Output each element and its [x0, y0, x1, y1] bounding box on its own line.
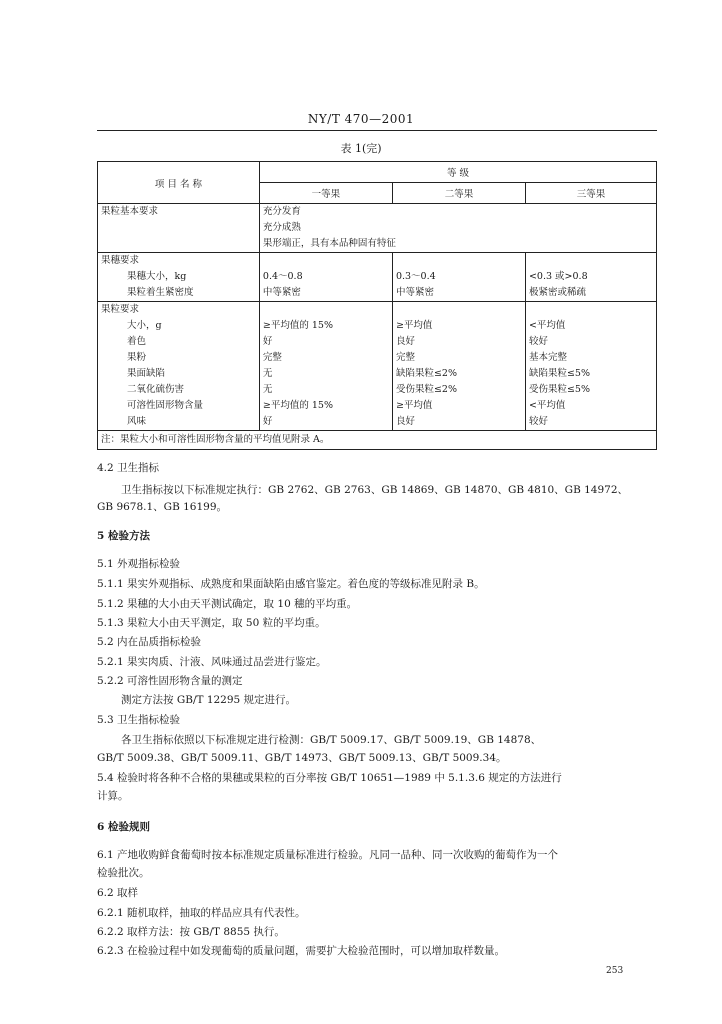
- berry-v-3-3: 基本完整: [528, 352, 567, 363]
- section-5-heading: 5 检验方法: [97, 530, 150, 542]
- para-6-2-3: 6.2.3 在检验过程中如发现葡萄的质量问题，需要扩大检验范围时，可以增加取样数量。: [97, 945, 506, 957]
- para-6-1-line2: 检验批次。: [97, 867, 150, 879]
- para-6-2-1: 6.2.1 随机取样，抽取的样品应具有代表性。: [97, 907, 306, 919]
- para-5-4-line1: 5.4 检验时将各种不合格的果穗或果粒的百分率按 GB/T 10651—1989 中 5.1.3.6 规定的方法进行: [97, 772, 562, 784]
- para-5-2-2-method: 测定方法按 GB/T 12295 规定进行。: [121, 694, 297, 706]
- section-basic-label-cell: [98, 204, 260, 253]
- berry-row-label-4: 果面缺陷: [127, 368, 166, 379]
- berry-v-7-1: 好: [262, 416, 273, 427]
- table-caption: 表 1(完): [340, 142, 382, 155]
- berry-grade3-cell: [525, 302, 656, 431]
- grading-table: [97, 161, 657, 450]
- item-name-header: 项 目 名 称: [98, 162, 260, 204]
- berry-v-3-1: 完整: [262, 352, 282, 363]
- berry-grade2-cell: [392, 302, 525, 431]
- berry-v-7-3: 较好: [528, 416, 548, 427]
- berry-v-6-1: ≥平均值的 15%: [262, 400, 334, 411]
- berry-v-5-3: 受伤果粒≤5%: [528, 384, 590, 395]
- section-5-2-heading: 5.2 内在品质指标检验: [97, 636, 202, 648]
- cluster-density-grade1: 中等紧密: [262, 287, 301, 298]
- basic-req-2: 充分成熟: [262, 222, 301, 233]
- berry-v-1-3: <平均值: [528, 320, 566, 331]
- berry-v-2-3: 较好: [528, 336, 548, 347]
- section-6-heading: 6 检验规则: [97, 821, 150, 833]
- berry-v-2-2: 良好: [395, 336, 415, 347]
- berry-v-1-2: ≥平均值: [395, 320, 433, 331]
- berry-row-label-6: 可溶性固形物含量: [127, 400, 204, 411]
- cluster-size-grade2: 0.3～0.4: [395, 271, 436, 282]
- para-5-2-1: 5.2.1 果实肉质、汁液、风味通过品尝进行鉴定。: [97, 656, 327, 668]
- grade-header-1: 一等果: [259, 183, 392, 204]
- section-title-cluster: 果穗要求: [101, 255, 140, 266]
- section-berry-label-cell: [98, 302, 260, 431]
- para-5-1-2: 5.1.2 果穗的大小由天平测试确定，取 10 穗的平均重。: [97, 598, 358, 610]
- cluster-grade2-cell: [392, 253, 525, 302]
- berry-v-4-2: 缺陷果粒≤2%: [395, 368, 457, 379]
- berry-row-label-3: 果粉: [127, 352, 147, 363]
- cluster-row-label-1: 果穗大小，kg: [127, 271, 187, 282]
- berry-row-label-2: 着色: [127, 336, 147, 347]
- para-5-3-line1: 各卫生指标依照以下标准规定进行检测：GB/T 5009.17、GB/T 5009.19、GB 14878、: [121, 734, 542, 746]
- grade-header-3: 三等果: [525, 183, 656, 204]
- cluster-size-grade1: 0.4～0.8: [262, 271, 303, 282]
- para-5-3-line2: GB/T 5009.38、GB/T 5009.11、GB/T 14973、GB/T 5009.13、GB/T 5009.34。: [97, 752, 507, 764]
- grade-group-header: 等 级: [259, 162, 656, 183]
- para-5-4-line2: 计算。: [97, 790, 129, 802]
- berry-v-4-1: 无: [262, 368, 273, 379]
- cluster-density-grade2: 中等紧密: [395, 287, 434, 298]
- table-note: 注：果粒大小和可溶性固形物含量的平均值见附录 A。: [98, 431, 657, 450]
- section-title-berry: 果粒要求: [101, 304, 140, 315]
- para-4-2-line1: 卫生指标按以下标准规定执行：GB 2762、GB 2763、GB 14869、GB 14870、GB 4810、GB 14972、: [121, 484, 629, 496]
- section-6-2-heading: 6.2 取样: [97, 887, 139, 899]
- cluster-grade3-cell: [525, 253, 656, 302]
- section-4-2-heading: 4.2 卫生指标: [97, 462, 160, 474]
- document-code-header: NY/T 470—2001: [307, 112, 415, 126]
- berry-v-2-1: 好: [262, 336, 273, 347]
- berry-v-6-3: <平均值: [528, 400, 566, 411]
- para-6-2-2: 6.2.2 取样方法：按 GB/T 8855 执行。: [97, 926, 285, 938]
- berry-row-label-5: 二氧化硫伤害: [127, 384, 185, 395]
- cluster-size-grade3: <0.3 或>0.8: [528, 271, 588, 282]
- berry-v-7-2: 良好: [395, 416, 415, 427]
- berry-grade1-cell: [259, 302, 392, 431]
- section-cluster-label-cell: [98, 253, 260, 302]
- berry-v-6-2: ≥平均值: [395, 400, 433, 411]
- para-5-2-2: 5.2.2 可溶性固形物含量的测定: [97, 675, 243, 687]
- header-rule: [97, 130, 657, 131]
- berry-v-3-2: 完整: [395, 352, 415, 363]
- berry-v-4-3: 缺陷果粒≤5%: [528, 368, 590, 379]
- grade-header-2: 二等果: [392, 183, 525, 204]
- section-5-3-heading: 5.3 卫生指标检验: [97, 714, 181, 726]
- berry-v-1-1: ≥平均值的 15%: [262, 320, 334, 331]
- cluster-density-grade3: 极紧密或稀疏: [528, 287, 586, 298]
- para-4-2-line2: GB 9678.1、GB 16199。: [97, 501, 228, 513]
- cluster-grade1-cell: [259, 253, 392, 302]
- para-6-1-line1: 6.1 产地收购鲜食葡萄时按本标准规定质量标准进行检验。凡同一品种、同一次收购的葡萄作为一个: [97, 849, 559, 861]
- berry-row-label-7: 风味: [127, 416, 147, 427]
- para-5-1-1: 5.1.1 果实外观指标、成熟度和果面缺陷由感官鉴定。着色度的等级标准见附录 B。: [97, 578, 485, 590]
- berry-v-5-1: 无: [262, 384, 273, 395]
- basic-requirements-cell: [259, 204, 656, 253]
- section-5-1-heading: 5.1 外观指标检验: [97, 558, 181, 570]
- page-number: 253: [606, 966, 624, 976]
- berry-v-5-2: 受伤果粒≤2%: [395, 384, 457, 395]
- basic-req-1: 充分发育: [262, 206, 301, 217]
- section-title-basic: 果粒基本要求: [101, 206, 159, 217]
- basic-req-3: 果形端正，具有本品种固有特征: [262, 238, 396, 249]
- cluster-row-label-2: 果粒着生紧密度: [127, 287, 194, 298]
- para-5-1-3: 5.1.3 果粒大小由天平测定，取 50 粒的平均重。: [97, 617, 326, 629]
- berry-row-label-1: 大小，g: [127, 320, 162, 331]
